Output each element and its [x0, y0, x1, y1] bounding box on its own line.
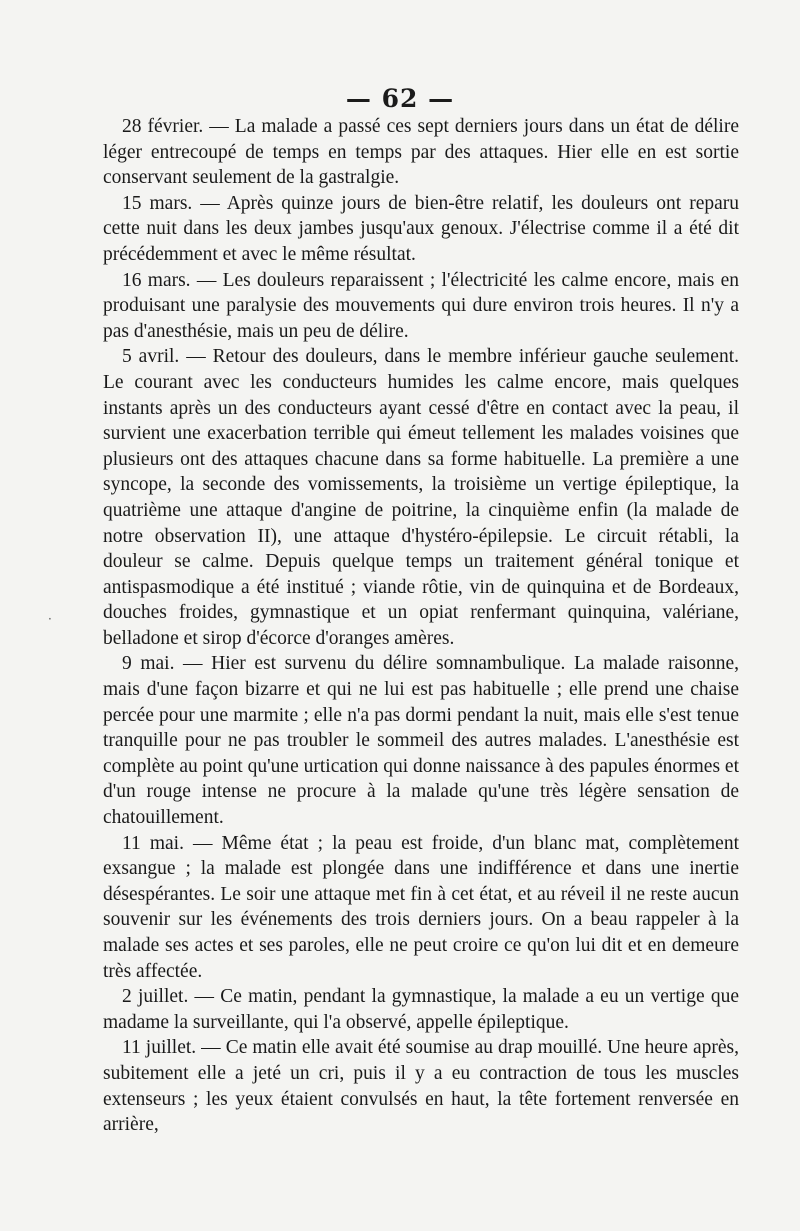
paragraph-11-juillet: 11 juillet. — Ce matin elle avait été soumise au drap mouillé. Une heure après, subitement elle a jeté un cri, puis il y a eu contraction de tous les muscles extenseurs ; les yeux étaient convulsés en haut, la tête fortement renversée en arrière,	[103, 1037, 739, 1136]
paragraph-16-mars: 16 mars. — Les douleurs reparaissent ; l'électricité les calme encore, mais en produisant une paralysie des mouvements qui dure environ trois heures. Il n'y a pas d'anesthésie, mais un peu de délire.	[103, 269, 739, 342]
margin-mark: ·	[48, 612, 52, 626]
paragraph-11-mai: 11 mai. — Même état ; la peau est froide, d'un blanc mat, complètement exsangue ; la malade est plongée dans une indifférence et dans une inertie désespérantes. Le soir une attaque met fin à cet état, et au réveil il ne reste aucun souvenir sur les événements des trois derniers jours. On a beau rappeler à la malade ses actes et ses paroles, elle ne peut croire ce qu'on lui dit et en demeure très affectée.	[103, 832, 739, 982]
paragraph-2-juillet: 2 juillet. — Ce matin, pendant la gymnastique, la malade a eu un vertige que madame la surveillante, qui l'a observé, appelle épileptique.	[103, 986, 739, 1033]
paragraph-28-fevrier: 28 février. — La malade a passé ces sept derniers jours dans un état de délire léger entrecoupé de temps en temps par des attaques. Hier elle en est sortie conservant seulement de la gastralgie.	[103, 116, 739, 189]
page-number: — 62 —	[345, 84, 455, 113]
paragraph-9-mai: 9 mai. — Hier est survenu du délire somnambulique. La malade raisonne, mais d'une façon bizarre et qui ne lui est pas habituelle ; elle prend une chaise percée pour une marmite ; elle n'a pas dormi pendant la nuit, mais elle s'est tenue tranquille pour ne pas troubler le sommeil des autres malades. L'anesthésie est complète au point qu'une urtication qui donne naissance à des papules énormes et d'un rouge intense ne procure à la malade qu'une très légère sensation de chatouillement.	[103, 653, 739, 829]
paragraph-5-avril: 5 avril. — Retour des douleurs, dans le membre inférieur gauche seulement. Le courant avec les conducteurs humides les calme encore, mais quelques instants après un des conducteurs ayant cessé d'être en contact avec la peau, il survient une exacerbation terrible qui émeut tellement les malades voisines que plusieurs ont des attaques chacune dans sa forme habituelle. La première a une syncope, la seconde des vomissements, la troisième un vertige épileptique, la quatrième une attaque d'angine de poitrine, la cinquième enfin (la malade de notre observation II), une attaque d'hystéro-épilepsie. Le circuit rétabli, la douleur se calme. Depuis quelque temps un traitement général tonique et antispasmodique a été institué ; viande rôtie, vin de quinquina et de Bordeaux, douches froides, gymnastique et un opiat renfermant quinquina, valériane, belladone et sirop d'écorce d'oranges amères.	[103, 346, 739, 649]
body-text	[103, 114, 739, 1138]
paragraph-15-mars: 15 mars. — Après quinze jours de bien-être relatif, les douleurs ont reparu cette nuit dans les deux jambes jusqu'aux genoux. J'électrise comme il a été dit précédemment et avec le même résultat.	[103, 192, 739, 265]
